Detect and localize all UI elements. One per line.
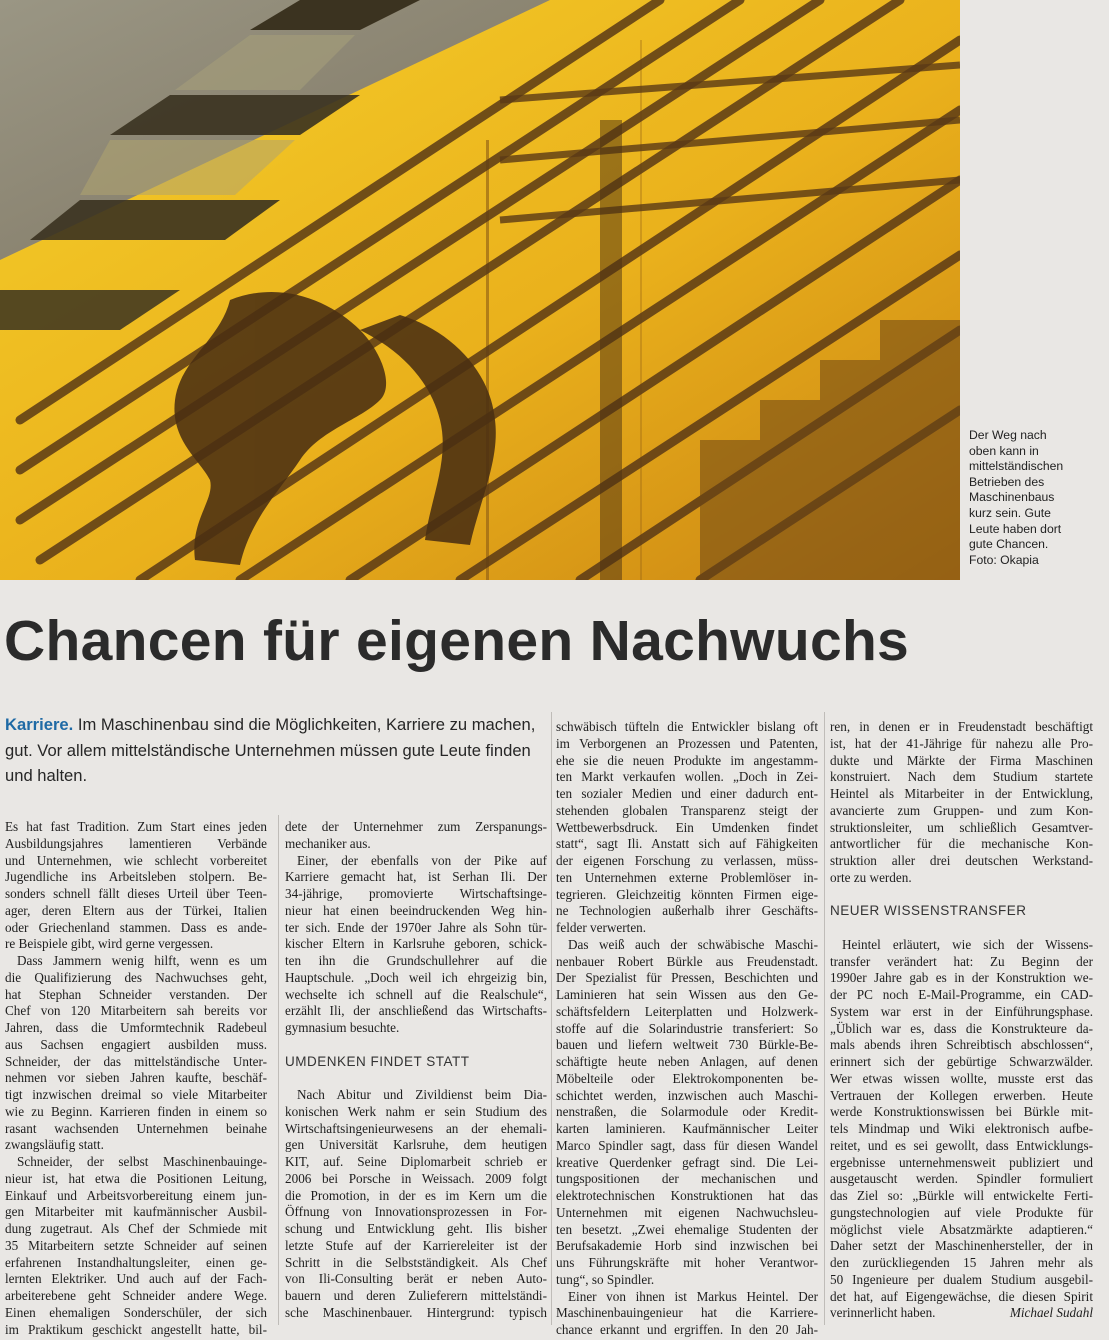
text-line: nieur ist, hat etwa die Positionen Leitung, xyxy=(5,1170,267,1186)
text-line: „Üblich war es, dass die Konstrukteure da- xyxy=(830,1020,1093,1036)
text-line: karten laminieren. Kaufmännischer Leiter xyxy=(556,1121,818,1136)
text-line: re Beispiele gibt, wird gerne vergessen. xyxy=(5,936,214,952)
text-line: Daher setzt der Maschinenhersteller, der in xyxy=(830,1238,1093,1254)
text-line: dung zugetraut. Als Chef der Schmiede mit xyxy=(5,1221,267,1236)
lead-kicker: Karriere. xyxy=(5,715,74,734)
text-line: 35 Mitarbeitern setzte Schneider auf seinen xyxy=(5,1237,267,1253)
spacer xyxy=(285,1070,547,1087)
text-line: Einkauf und Arbeitsvorbereitung einem jun- xyxy=(5,1187,267,1203)
text-line: nehmen vor sieben Jahren kaufte, beschäf- xyxy=(5,1070,267,1086)
text-line: im Verborgenen an Prozessen und Patenten, xyxy=(556,735,818,751)
text-line: struktion aller drei deutschen Werkstand- xyxy=(830,853,1093,868)
text-line: nenstraßen, die Solarmodule oder Kredit- xyxy=(556,1104,818,1120)
text-line: Laminieren hat sein Wissen aus den Ge- xyxy=(556,987,818,1002)
text-line: hat Stephan Schneider verstanden. Der xyxy=(5,986,267,1002)
text-line: dete der Unternehmer zum Zerspanungs- xyxy=(285,819,547,834)
text-line: rasant wachsenden Unternehmen beinahe xyxy=(5,1120,267,1136)
text-line: Einer, der ebenfalls von der Pike auf xyxy=(297,852,547,868)
text-line: ten ihn die Grundschullehrer auf die xyxy=(285,953,547,968)
spacer xyxy=(830,887,1093,904)
text-line: ehe sie die neuen Produkte im angestamm- xyxy=(556,752,818,768)
text-line: ten sozialer Medien und einer dadurch ent- xyxy=(556,786,818,801)
text-line: tels Mindmap und Wiki elektronisch aufbe- xyxy=(830,1121,1093,1136)
text-line: struktionsleiter, um schließlich Gesamtver- xyxy=(830,819,1093,835)
article-column-2 xyxy=(285,819,547,1322)
text-line: Marco Spindler sagt, dass für diesen Wandel xyxy=(556,1137,818,1153)
text-line: Schneider, der selbst Maschinenbauinge- xyxy=(17,1154,267,1169)
text-line: tung“, so Spindler. xyxy=(556,1271,655,1287)
text-line: ten besetzt. „Zwei ehemalige Studenten der xyxy=(556,1221,818,1237)
text-line: Es hat fast Tradition. Zum Start eines jeden xyxy=(5,819,267,834)
text-line: orte zu werden. xyxy=(830,869,912,885)
text-line: 50 Ingenieure per dualem Studium ausgebil- xyxy=(830,1271,1093,1287)
text-line: stehenden globalen Transparenz steigt der xyxy=(556,802,818,818)
text-line: Berufsakademie Horb sind inzwischen bei xyxy=(556,1238,818,1254)
text-line: gymnasium besuchte. xyxy=(285,1020,400,1035)
text-line: tigt inzwischen dreimal so viele Mitarbeiter xyxy=(5,1087,267,1102)
text-line: transfer verändert hat: Zu Beginn der xyxy=(830,953,1093,969)
text-line: lernten Elektriker. Und auch auf der Fach- xyxy=(5,1271,267,1287)
text-line: ten Markt verkaufen wollen. „Doch in Zei- xyxy=(556,769,818,785)
text-line: Einer von ihnen ist Markus Heintel. Der xyxy=(568,1288,818,1304)
text-line: werde Konstruktionswissen bei Bürkle mit- xyxy=(830,1104,1093,1120)
text-line: Heintel erläutert, wie sich der Wissens- xyxy=(842,936,1093,952)
caption-line: Der Weg nach xyxy=(969,428,1047,442)
lead-text-3: und halten. xyxy=(5,766,88,785)
text-line: Ausbildungsjahres lamentieren Verbände xyxy=(5,835,267,851)
article-column-1 xyxy=(5,819,267,1338)
text-line: oder Griechenland stammen. Dass es ande- xyxy=(5,919,267,935)
lead-text-2: gut. Vor allem mittelständische Unternehmen müssen gute Leute finden xyxy=(5,740,531,760)
text-line: ter sich. Ende der 1970er Jahre als Sohn tür- xyxy=(285,919,547,935)
text-line: Vertrauen der Kollegen erwerben. Heute xyxy=(830,1087,1093,1103)
text-line: erzählt Ili, der anschließend das Wirtschafts- xyxy=(285,1003,547,1019)
text-line: schwäbisch tüfteln die Entwickler bislang oft xyxy=(556,719,818,734)
text-line: Einen ehemaligen Sonderschüler, der sich xyxy=(5,1304,267,1320)
text-line: felder verwerten. xyxy=(556,920,647,935)
text-line: arbeiterebene geht Schneider andere Wege. xyxy=(5,1288,267,1303)
text-line: kreative Querdenker gefragt sind. Die Lei- xyxy=(556,1154,818,1170)
text-line: letzte Stufe auf der Karriereleiter ist der xyxy=(285,1237,547,1253)
text-line: Heintel als Mitarbeiter in der Entwicklung, xyxy=(830,786,1093,801)
text-line: ist, hat der 41-Jährige für nahezu alle Pro- xyxy=(830,735,1093,751)
text-line: aus Sachsen engagiert ausbilden muss. xyxy=(5,1036,267,1052)
section-subhead: UMDENKEN FINDET STATT xyxy=(285,1053,470,1069)
text-line: reitet, und es sei gewollt, dass Entwicklungs- xyxy=(830,1137,1093,1153)
text-line: bauen und liefern weltweit 730 Bürkle-Be- xyxy=(556,1037,818,1053)
text-line: Schritt in die Selbstständigkeit. Als Chef xyxy=(285,1254,547,1270)
text-line: antwortlicher für die mechanische Kon- xyxy=(830,836,1093,852)
text-line: von Ili-Consulting berät er neben Auto- xyxy=(285,1271,547,1287)
article-lead xyxy=(5,712,540,789)
text-line: schichtet werden, inzwischen auch Maschi- xyxy=(556,1087,818,1103)
caption-line: Leute haben dort xyxy=(969,521,1062,536)
article-headline: Chancen für eigenen Nachwuchs xyxy=(4,609,910,673)
text-line: nenbauer Robert Bürkle aus Freudenstadt. xyxy=(556,953,818,969)
staircase-shadow-image xyxy=(0,0,960,580)
text-line: schung und Entwicklung geht. Ilis bisher xyxy=(285,1221,547,1236)
text-line: stoffe auf die Solarindustrie transferiert: So xyxy=(556,1020,818,1036)
text-line: Nach Abitur und Zivildienst beim Dia- xyxy=(297,1087,547,1102)
article-column-4 xyxy=(830,719,1093,1322)
lead-text-1: Im Maschinenbau sind die Möglichkeiten, Karriere zu machen, xyxy=(77,715,536,734)
caption-credit: Foto: Okapia xyxy=(969,552,1039,567)
column-divider xyxy=(824,712,825,1325)
spacer xyxy=(285,1037,547,1054)
text-line: im Praktikum geschickt angestellt hatte, bil- xyxy=(5,1321,267,1337)
text-line: wechselte ich schnell auf die Realschule“, xyxy=(285,986,547,1002)
text-line: Jahren, dass die Umformtechnik Radebeul xyxy=(5,1020,267,1035)
text-line: gen Universität Karlsruhe, dem heutigen xyxy=(285,1137,547,1153)
text-line: Chef von 120 Mitarbeitern sah bereits vor xyxy=(5,1003,267,1019)
spacer xyxy=(830,920,1093,937)
text-line: System war erst in der Einführungsphase. xyxy=(830,1003,1093,1019)
text-line: avancierte zum Gruppen- und zum Kon- xyxy=(830,802,1093,818)
text-line: ten Unternehmen externe Problemlöser in- xyxy=(556,869,818,885)
text-line: erinnert sich der gebürtige Schwarzwälder. xyxy=(830,1054,1093,1069)
caption-line: mittelständischen xyxy=(969,459,1064,474)
text-line: tungspositionen der mechanischen und xyxy=(556,1171,818,1187)
text-line: schäftigte heute neben Anlagen, auf denen xyxy=(556,1054,818,1069)
text-line: nieur hat einen beeindruckenden Weg hin- xyxy=(285,902,547,918)
text-line: tegrieren. Gleichzeitig könnten Firmen eige- xyxy=(556,886,818,902)
article-column-3 xyxy=(556,719,818,1339)
text-line: ne Technologien außerhalb ihrer Geschäfts- xyxy=(556,903,818,919)
text-line: ergebnisse unternehmensweit publiziert und xyxy=(830,1154,1093,1170)
text-line: möglichst viele Absatzmärkte adaptieren.“ xyxy=(830,1221,1093,1237)
caption-line: kurz sein. Gute xyxy=(969,505,1051,520)
text-line: Karriere gemacht hat, ist Serhan Ili. Der xyxy=(285,869,547,885)
text-line: der eigenen Forschung zu verlassen, müss- xyxy=(556,853,818,868)
caption-line: oben kann in xyxy=(969,443,1039,458)
caption-line: Maschinenbaus xyxy=(969,490,1055,505)
text-line: chance erkannt und ergriffen. In den 20 Jah- xyxy=(556,1322,818,1337)
text-line: der PC noch E-Mail-Programme, ein CAD- xyxy=(830,987,1093,1002)
text-line: den zurückliegenden 15 Jahren mehr als xyxy=(830,1255,1093,1270)
text-line: 1990er Jahre gab es in der Konstruktion we- xyxy=(830,970,1093,986)
text-line: Möbelteile oder Elektrokomponenten be- xyxy=(556,1070,818,1086)
article-photo xyxy=(0,0,960,580)
text-line: Dass Jammern wenig hilft, wenn es um xyxy=(17,953,267,968)
text-line: Schneider, der das mittelständische Unter- xyxy=(5,1053,267,1069)
caption-line: Betrieben des xyxy=(969,474,1045,489)
text-line: schäftsfeldern Leiterplatten und Holzwerk- xyxy=(556,1003,818,1019)
text-line: gungstechnologien auf viele Produkte für xyxy=(830,1204,1093,1220)
text-line: statt“, sagt Ili. Anstatt sich auf Fähigkeiten xyxy=(556,836,818,852)
text-line: elektrotechnischen Konstruktionen hat das xyxy=(556,1188,818,1203)
section-subhead: NEUER WISSENSTRANSFER xyxy=(830,903,1027,919)
text-line: Unternehmen mit eigenen Nachwuchsleu- xyxy=(556,1204,818,1220)
text-line: ager, deren Eltern aus der Türkei, Italien xyxy=(5,902,267,918)
text-line: mals abends ihren Schreibtisch abschlossen“, xyxy=(830,1037,1093,1053)
lead-line xyxy=(5,712,540,738)
text-line: ausgetauscht werden. Spindler formuliert xyxy=(830,1171,1093,1187)
column-divider xyxy=(551,712,552,1325)
caption-line: gute Chancen. xyxy=(969,537,1049,552)
photo-caption xyxy=(969,428,1105,568)
article-author: Michael Sudahl xyxy=(1009,1305,1093,1321)
text-line: sonders schnell fällt dieses Urteil über Teen- xyxy=(5,886,267,901)
text-line: konstruiert. Nach dem Studium startete xyxy=(830,769,1093,785)
text-line: KIT, auf. Seine Diplomarbeit schrieb er xyxy=(285,1154,547,1169)
text-line: dukte und Märkte der Firma Maschinen xyxy=(830,752,1093,768)
text-line: ren, in denen er in Freudenstadt beschäftigt xyxy=(830,719,1093,734)
text-line: die Promotion, in der es im Kern um die xyxy=(285,1187,547,1203)
text-line: Hauptschule. „Doch weil ich ehrgeizig bin, xyxy=(285,969,547,985)
text-line: det hat, auf Eigengewächse, die diesen Spirit xyxy=(830,1288,1093,1304)
text-line: wie zu Beginn. Karrieren finden in einem so xyxy=(5,1103,267,1119)
text-line: mechaniker aus. xyxy=(285,835,371,851)
text-line: Das weiß auch der schwäbische Maschi- xyxy=(568,936,818,952)
text-line: Wettbewerbsdruck. Ein Umdenken findet xyxy=(556,819,818,835)
text-line: erfahrenen Instandhaltungsleiter, einen ge- xyxy=(5,1254,267,1270)
text-line: Der Spezialist für Pressen, Beschichten und xyxy=(556,970,818,986)
text-line: Öffnung von Innovationsprozessen in For- xyxy=(285,1204,547,1220)
text-line: kischer Eltern in Karlsruhe geboren, schick- xyxy=(285,936,547,952)
text-line: zwangsläufig statt. xyxy=(5,1137,104,1153)
column-divider xyxy=(278,815,279,1325)
text-line: sche Maschinenbauer. Hintergrund: typisch xyxy=(285,1304,547,1320)
text-line: Wirtschaftsingenieurwesens an der ehemali- xyxy=(285,1120,547,1136)
text-line: uns Führungskräfte mit hoher Verantwor- xyxy=(556,1255,818,1270)
text-line: und Unternehmen, wie schlecht vorbereitet xyxy=(5,852,267,868)
text-line: 2006 bei Porsche in Weissach. 2009 folgt xyxy=(285,1170,547,1186)
text-line: gen Mitarbeiter mit kaufmännischer Ausbil- xyxy=(5,1204,267,1220)
text-line: die Qualifizierung des Nachwuchses geht, xyxy=(5,969,267,985)
text-line: Wer etwas wissen wollte, musste erst das xyxy=(830,1070,1093,1086)
text-line: das Ziel so: „Bürkle will entwickelte Ferti- xyxy=(830,1188,1093,1203)
text-line: 34-jährige, promovierte Wirtschaftsinge- xyxy=(285,886,547,901)
text-line: Maschinenbauingenieur hat die Karriere- xyxy=(556,1305,818,1321)
text-line: konischen Werk nahm er sein Studium des xyxy=(285,1103,547,1119)
text-line: verinnerlicht haben. Michael Sudahl xyxy=(830,1305,1093,1321)
text-line: Jugendliche ins Arbeitsleben stolpern. Be- xyxy=(5,869,267,885)
text-line: bauern und deren Zulieferern mittelständi- xyxy=(285,1288,547,1303)
